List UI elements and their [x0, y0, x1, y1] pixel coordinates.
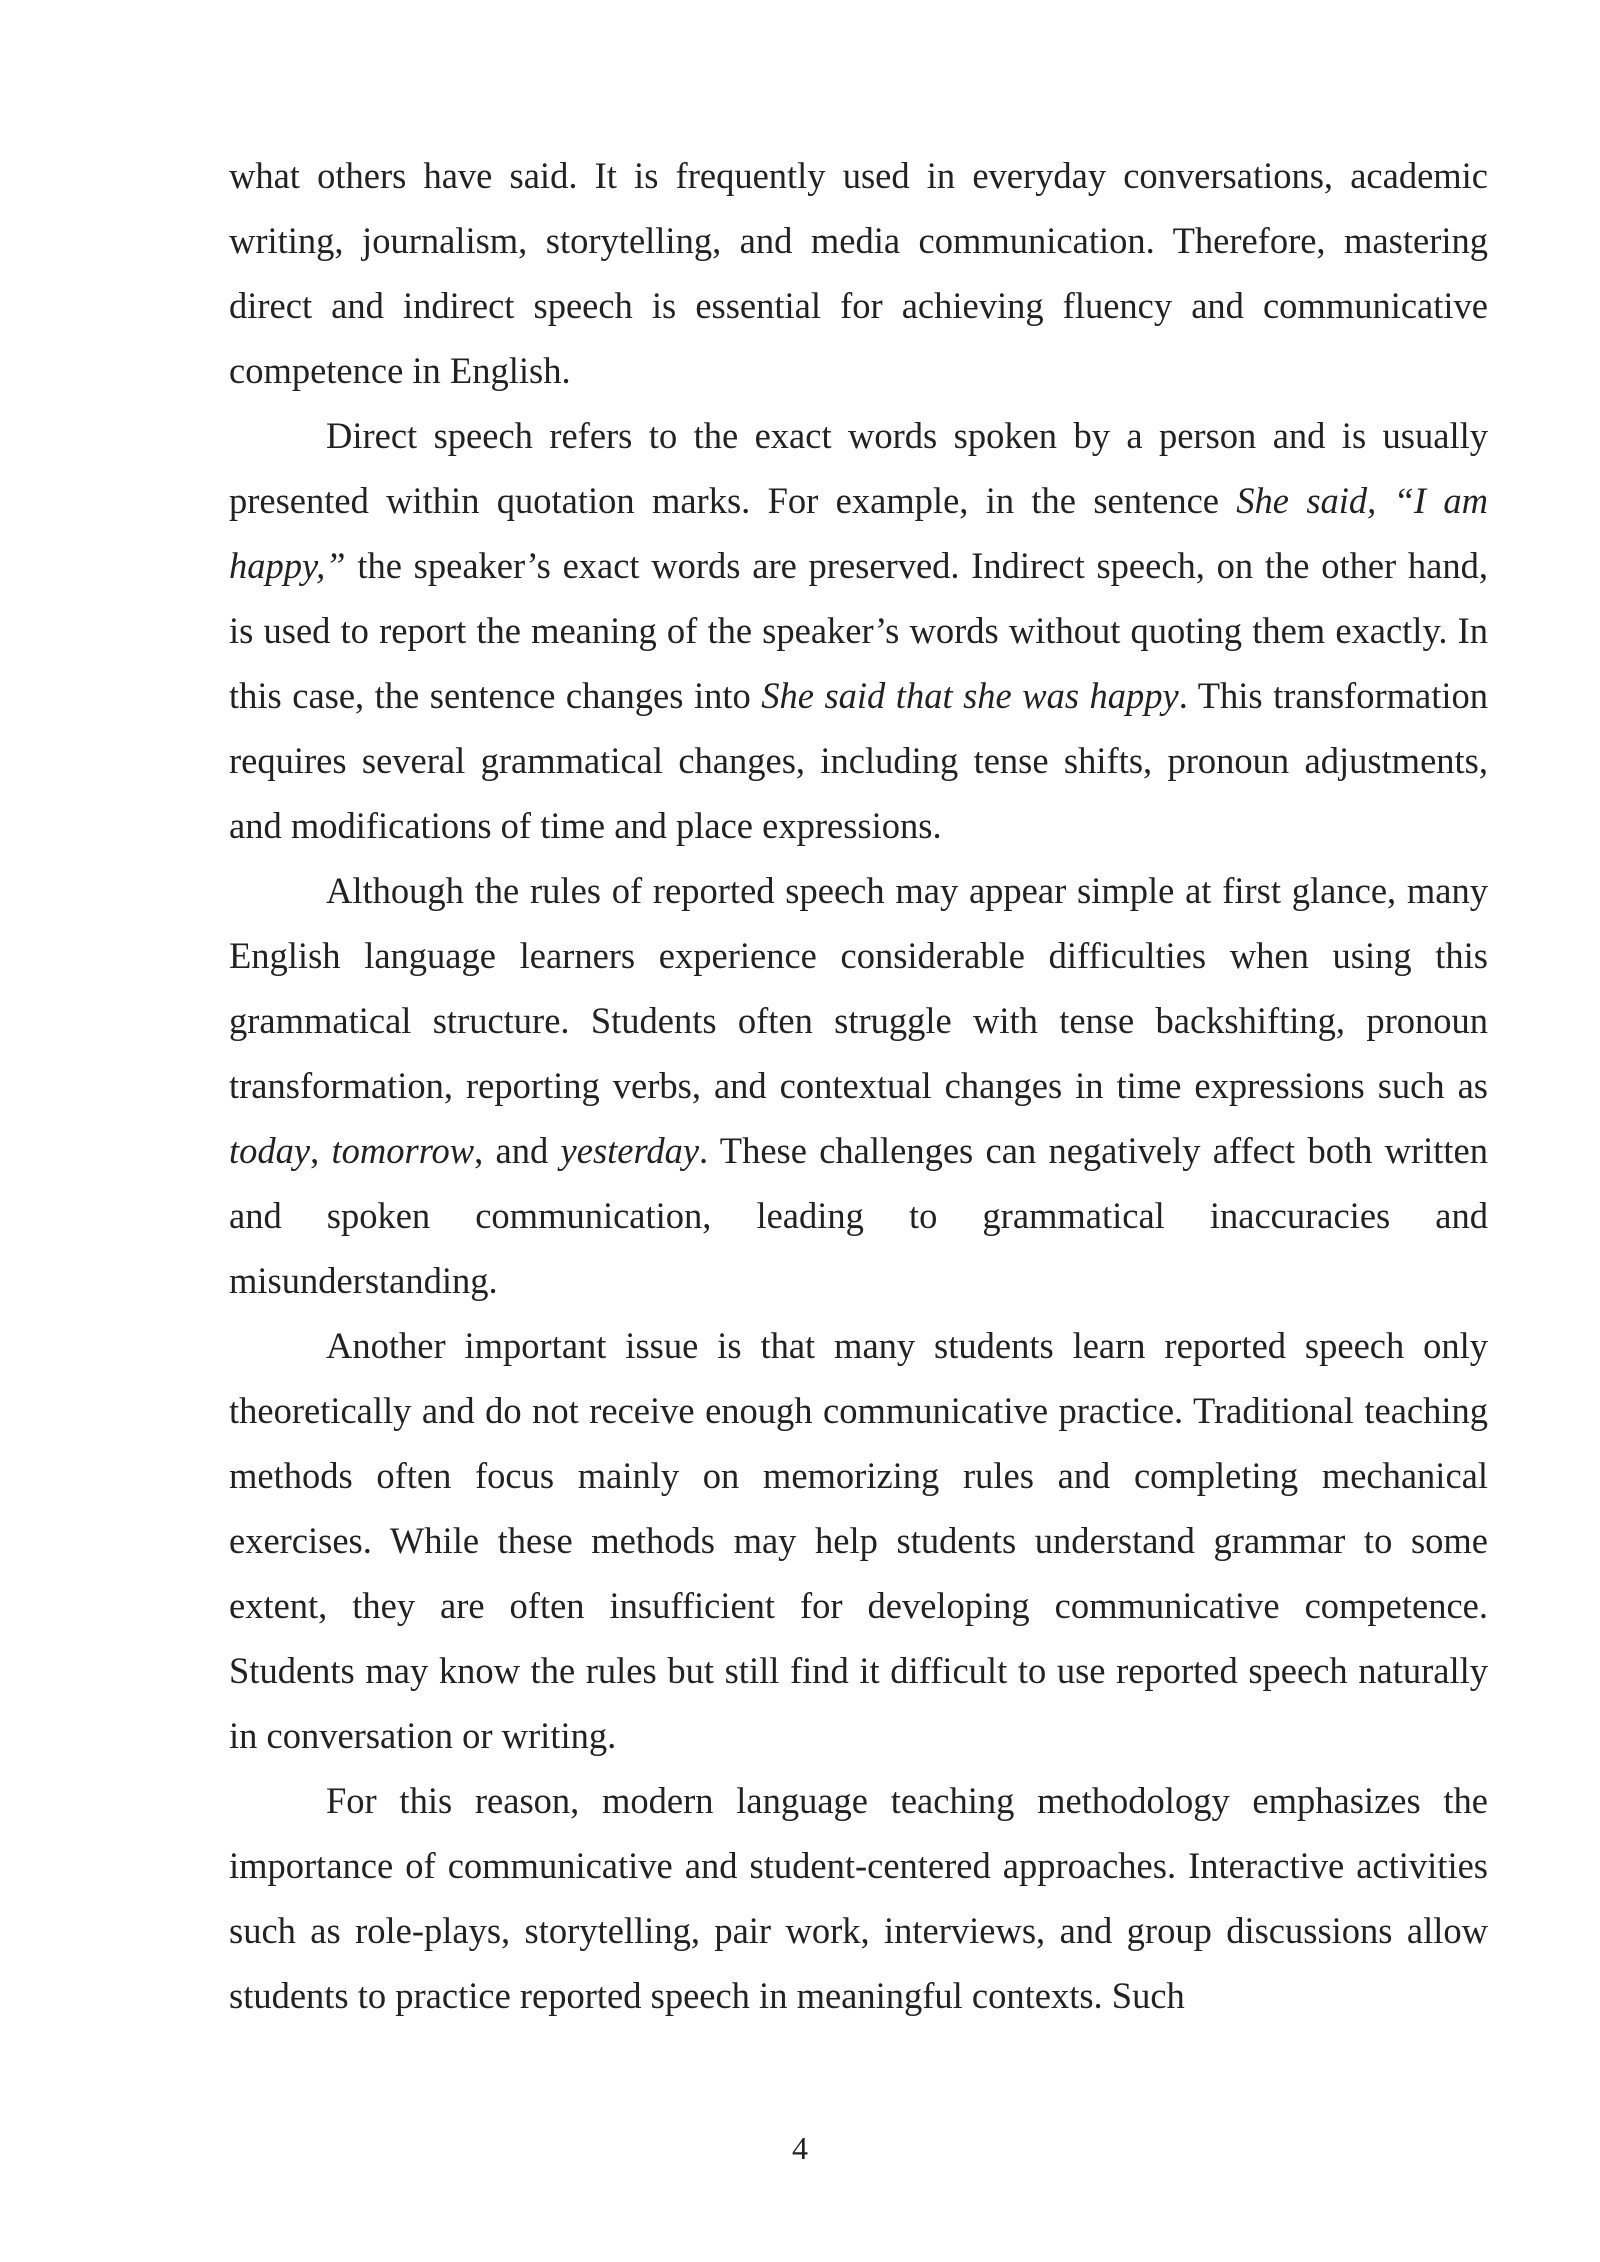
- italic-text-run: She said that she was happy: [761, 675, 1179, 716]
- italic-text-run: yesterday: [560, 1130, 700, 1171]
- text-run: Direct speech refers to the exact words spoken by a person and is usually presented within quotation marks. For example, in the sentence: [229, 415, 1488, 521]
- text-run: . This transformation requires several grammatical changes, including tense shifts, pronoun adjustments, and modifications of time and place expressions.: [229, 675, 1488, 846]
- paragraph: [229, 403, 1488, 858]
- paragraph: [229, 858, 1488, 1313]
- body-text: [229, 143, 1488, 2028]
- italic-text-run: today: [229, 1130, 311, 1171]
- italic-text-run: tomorrow: [331, 1130, 475, 1171]
- paragraph: [229, 143, 1488, 403]
- text-run: the speaker’s exact words are preserved. Indirect speech, on the other hand, is used to report the meaning of the speaker’s words without quoting them exactly. In this case, the sentence changes into: [229, 545, 1488, 716]
- text-run: Although the rules of reported speech may appear simple at first glance, many English language learners experience considerable difficulties when using this grammatical structure. Students often struggle with tense backshifting, pronoun transformation, reporting verbs, and contextual changes in time expressions such as: [229, 870, 1488, 1106]
- italic-text-run: She said, “I am happy,”: [229, 480, 1488, 586]
- text-run: what others have said. It is frequently used in everyday conversations, academic writing, journalism, storytelling, and media communication. Therefore, mastering direct and indirect speech is essential for achieving fluency and communicative competence in English.: [229, 155, 1488, 391]
- text-run: , and: [474, 1130, 561, 1171]
- text-run: For this reason, modern language teaching methodology emphasizes the importance of communicative and student-centered approaches. Interactive activities such as role-plays, storytelling, pair work, interviews, and group discussions allow students to practice reported speech in meaningful contexts. Such: [229, 1780, 1488, 2016]
- text-run: Another important issue is that many students learn reported speech only theoretically and do not receive enough communicative practice. Traditional teaching methods often focus mainly on memorizing rules and completing mechanical exercises. While these methods may help students understand grammar to some extent, they are often insufficient for developing communicative competence. Students may know the rules but still find it difficult to use reported speech naturally in conversation or writing.: [229, 1325, 1488, 1756]
- paragraph: [229, 1768, 1488, 2028]
- text-run: ,: [310, 1130, 332, 1171]
- text-run: . These challenges can negatively affect both written and spoken communication, leading to grammatical inaccuracies and misunderstanding.: [229, 1130, 1489, 1301]
- page-number: 4: [792, 2130, 808, 2166]
- paragraph: [229, 1313, 1488, 1768]
